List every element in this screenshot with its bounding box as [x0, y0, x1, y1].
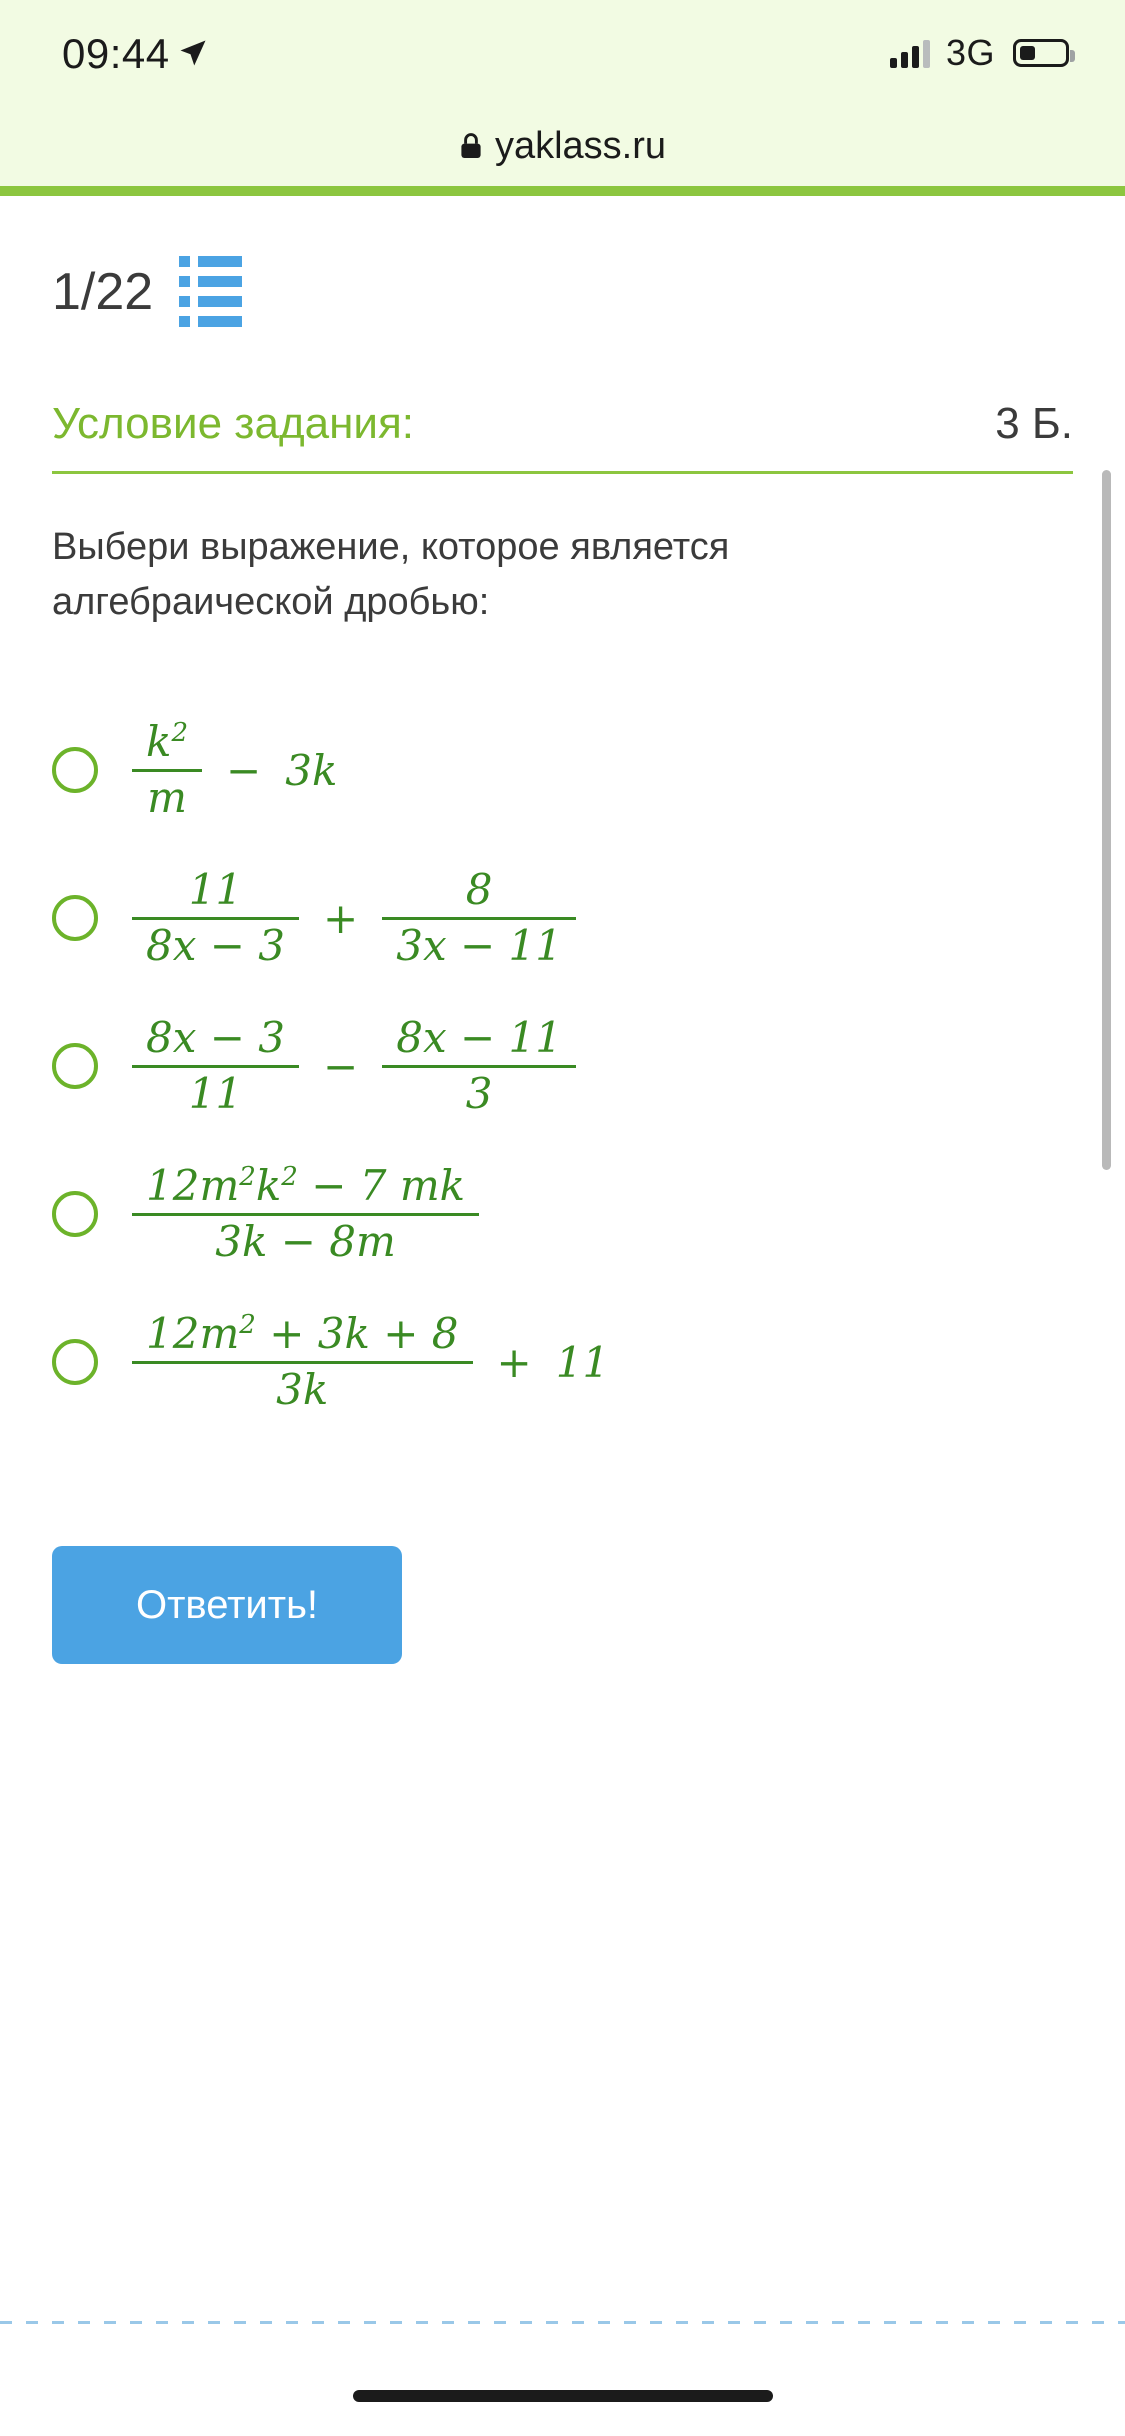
option-row-4[interactable]: [52, 1140, 1073, 1288]
url-text: yaklass.ru: [494, 124, 667, 167]
progress-counter: 1/22: [52, 262, 154, 321]
submit-answer-button[interactable]: Ответить!: [52, 1546, 402, 1664]
status-indicators: [890, 32, 1069, 74]
page-content: [0, 256, 1125, 1664]
location-arrow-icon: [178, 38, 208, 68]
status-time: 09:44: [62, 30, 170, 77]
radio-option-2[interactable]: [52, 895, 98, 941]
opt1-tail: 3k: [285, 745, 338, 795]
task-header: [52, 399, 1073, 474]
option-2-expression: [132, 864, 576, 972]
opt2-den2: 3x − 11: [396, 920, 562, 970]
opt4-den: 3k − 8m: [215, 1216, 396, 1266]
signal-bars-icon: [890, 38, 930, 68]
option-5-expression: [132, 1308, 609, 1416]
opt4-num-a: 12m: [146, 1161, 240, 1211]
opt2-op: +: [323, 893, 359, 943]
radio-option-5[interactable]: [52, 1339, 98, 1385]
option-row-3[interactable]: [52, 992, 1073, 1140]
battery-icon: [1013, 39, 1069, 67]
option-1-expression: [132, 716, 337, 824]
browser-chrome: [0, 0, 1125, 186]
opt3-op: −: [323, 1041, 359, 1091]
opt1-num-sup: 2: [171, 718, 189, 749]
home-indicator[interactable]: [353, 2390, 773, 2402]
opt4-num-a-sup: 2: [239, 1162, 256, 1193]
radio-option-3[interactable]: [52, 1043, 98, 1089]
option-3-expression: [132, 1012, 576, 1120]
option-4-expression: [132, 1160, 479, 1268]
opt3-num1: 8x − 3: [146, 1013, 286, 1063]
opt5-num-tail: + 3k + 8: [255, 1309, 459, 1359]
opt4-num-b-sup: 2: [281, 1162, 298, 1193]
opt4-num-b: k: [255, 1161, 282, 1211]
option-row-2[interactable]: [52, 844, 1073, 992]
opt5-num-a-sup: 2: [239, 1310, 256, 1341]
list-view-icon[interactable]: [179, 256, 242, 327]
opt2-num2: 8: [465, 865, 493, 915]
opt1-op: −: [226, 745, 262, 795]
opt3-num2: 8x − 11: [396, 1013, 562, 1063]
progress-row: [52, 256, 1073, 327]
url-bar[interactable]: [0, 110, 1125, 182]
opt1-num: k: [146, 717, 172, 767]
submit-area: [52, 1546, 1073, 1664]
opt5-den: 3k: [276, 1364, 329, 1414]
lock-icon: [459, 131, 483, 161]
opt3-den2: 3: [465, 1068, 493, 1118]
opt4-num-tail: − 7 mk: [297, 1161, 466, 1211]
task-points: 3 Б.: [995, 399, 1073, 448]
page-scrollbar[interactable]: [1102, 470, 1111, 1170]
option-row-1[interactable]: [52, 696, 1073, 844]
status-bar: [0, 0, 1125, 110]
bottom-dotted-divider: [0, 2321, 1125, 2324]
network-type-label: 3G: [945, 32, 995, 73]
page-top-divider: [0, 186, 1125, 196]
radio-option-1[interactable]: [52, 747, 98, 793]
opt5-num-a: 12m: [146, 1309, 240, 1359]
radio-option-4[interactable]: [52, 1191, 98, 1237]
question-text: Выбери выражение, которое является алгебраической дробью:: [52, 526, 730, 624]
option-row-5[interactable]: [52, 1288, 1073, 1436]
opt2-den1: 8x − 3: [146, 920, 286, 970]
opt3-den1: 11: [188, 1068, 243, 1118]
opt5-tail: 11: [555, 1337, 610, 1387]
opt2-num1: 11: [188, 865, 243, 915]
opt1-den: m: [147, 772, 187, 822]
opt5-op: +: [496, 1337, 532, 1387]
options-list: [52, 696, 1073, 1436]
task-title: Условие задания:: [52, 399, 415, 448]
